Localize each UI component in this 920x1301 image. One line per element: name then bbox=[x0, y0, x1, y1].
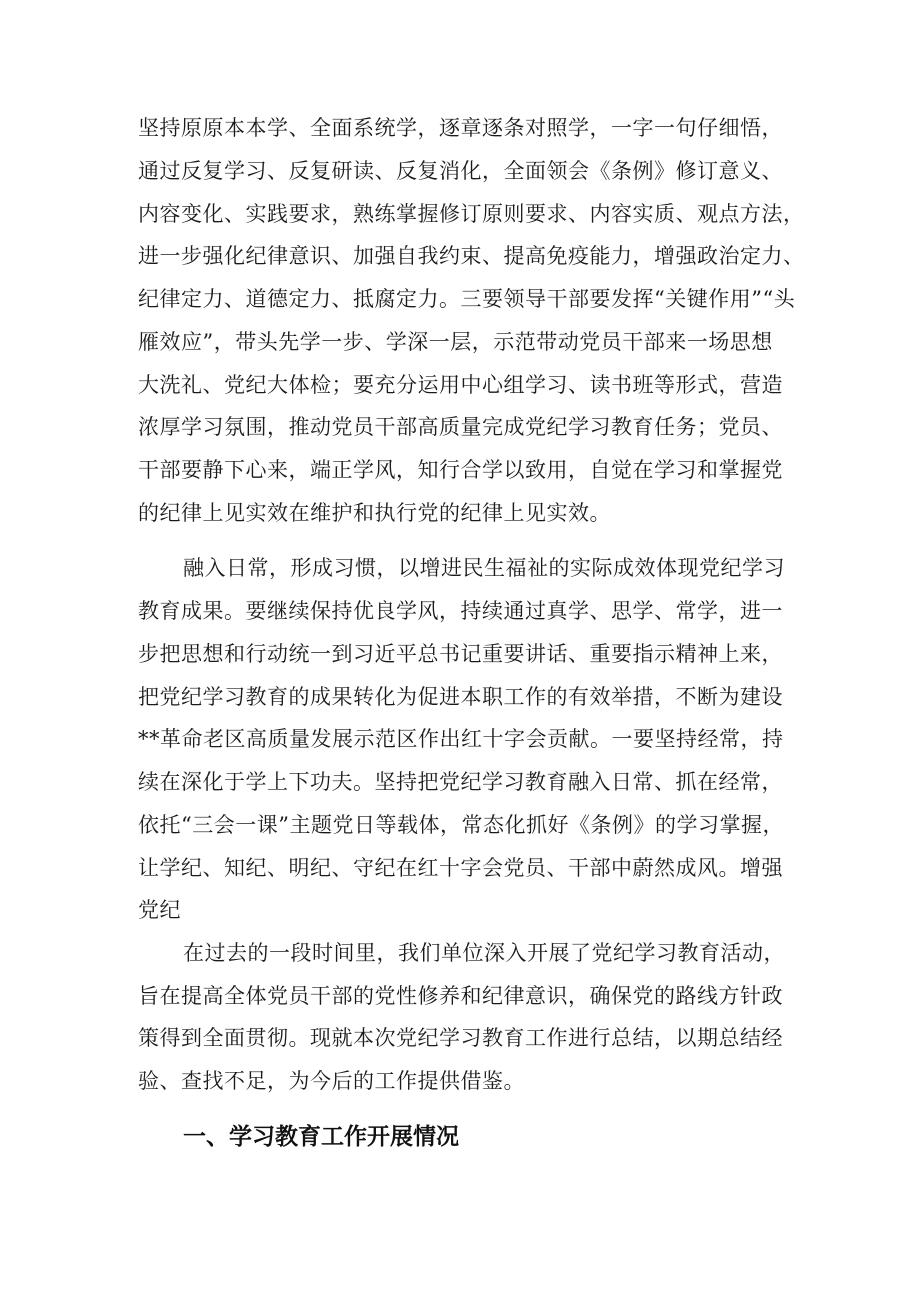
text-line: 融入日常，形成习惯，以增进民生福祉的实际成效体现党纪学习 bbox=[183, 556, 785, 580]
text-line: 续在深化于学上下功夫。坚持把党纪学习教育融入日常、抓在经常， bbox=[138, 770, 783, 794]
text-line: 大洗礼、党纪大体检；要充分运用中心组学习、读书班等形式，营造 bbox=[138, 373, 783, 397]
text-line: 浓厚学习氛围，推动党员干部高质量完成党纪学习教育任务；党员、 bbox=[138, 415, 783, 439]
text-line: 党纪 bbox=[138, 898, 181, 922]
text-line: 验、查找不足，为今后的工作提供借鉴。 bbox=[138, 1069, 525, 1093]
text-line: 坚持原原本本学、全面系统学，逐章逐条对照学，一字一句仔细悟， bbox=[138, 116, 783, 140]
text-line: 策得到全面贯彻。现就本次党纪学习教育工作进行总结，以期总结经 bbox=[138, 1026, 783, 1050]
text-line: **革命老区高质量发展示范区作出红十字会贡献。一要坚持经常，持 bbox=[138, 727, 784, 751]
text-line: 的纪律上见实效在维护和执行党的纪律上见实效。 bbox=[138, 501, 611, 525]
text-line: 旨在提高全体党员干部的党性修养和纪律意识，确保党的路线方针政 bbox=[138, 984, 783, 1008]
text-line: 让学纪、知纪、明纪、守纪在红十字会党员、干部中蔚然成风。增强 bbox=[138, 856, 783, 880]
section-heading: 一、学习教育工作开展情况 bbox=[183, 1124, 459, 1150]
text-line: 纪律定力、道德定力、抵腐定力。三要领导干部要发挥“关键作用”“头 bbox=[138, 287, 796, 311]
text-line: 步把思想和行动统一到习近平总书记重要讲话、重要指示精神上来， bbox=[138, 642, 783, 666]
text-line: 依托“三会一课”主题党日等载体，常态化抓好《条例》的学习掌握， bbox=[138, 813, 784, 837]
text-line: 内容变化、实践要求，熟练掌握修订原则要求、内容实质、观点方法， bbox=[138, 202, 805, 226]
text-line: 进一步强化纪律意识、加强自我约束、提高免疫能力，增强政治定力、 bbox=[138, 244, 805, 268]
text-line: 把党纪学习教育的成果转化为促进本职工作的有效举措，不断为建设 bbox=[138, 685, 783, 709]
text-line: 教育成果。要继续保持优良学风，持续通过真学、思学、常学，进一 bbox=[138, 599, 783, 623]
text-line: 在过去的一段时间里，我们单位深入开展了党纪学习教育活动， bbox=[183, 941, 785, 965]
text-line: 通过反复学习、反复研读、反复消化，全面领会《条例》修订意义、 bbox=[138, 159, 783, 183]
text-line: 干部要静下心来，端正学风，知行合学以致用，自觉在学习和掌握党 bbox=[138, 458, 783, 482]
text-line: 雁效应”，带头先学一步、学深一层，示范带动党员干部来一场思想 bbox=[138, 330, 773, 354]
